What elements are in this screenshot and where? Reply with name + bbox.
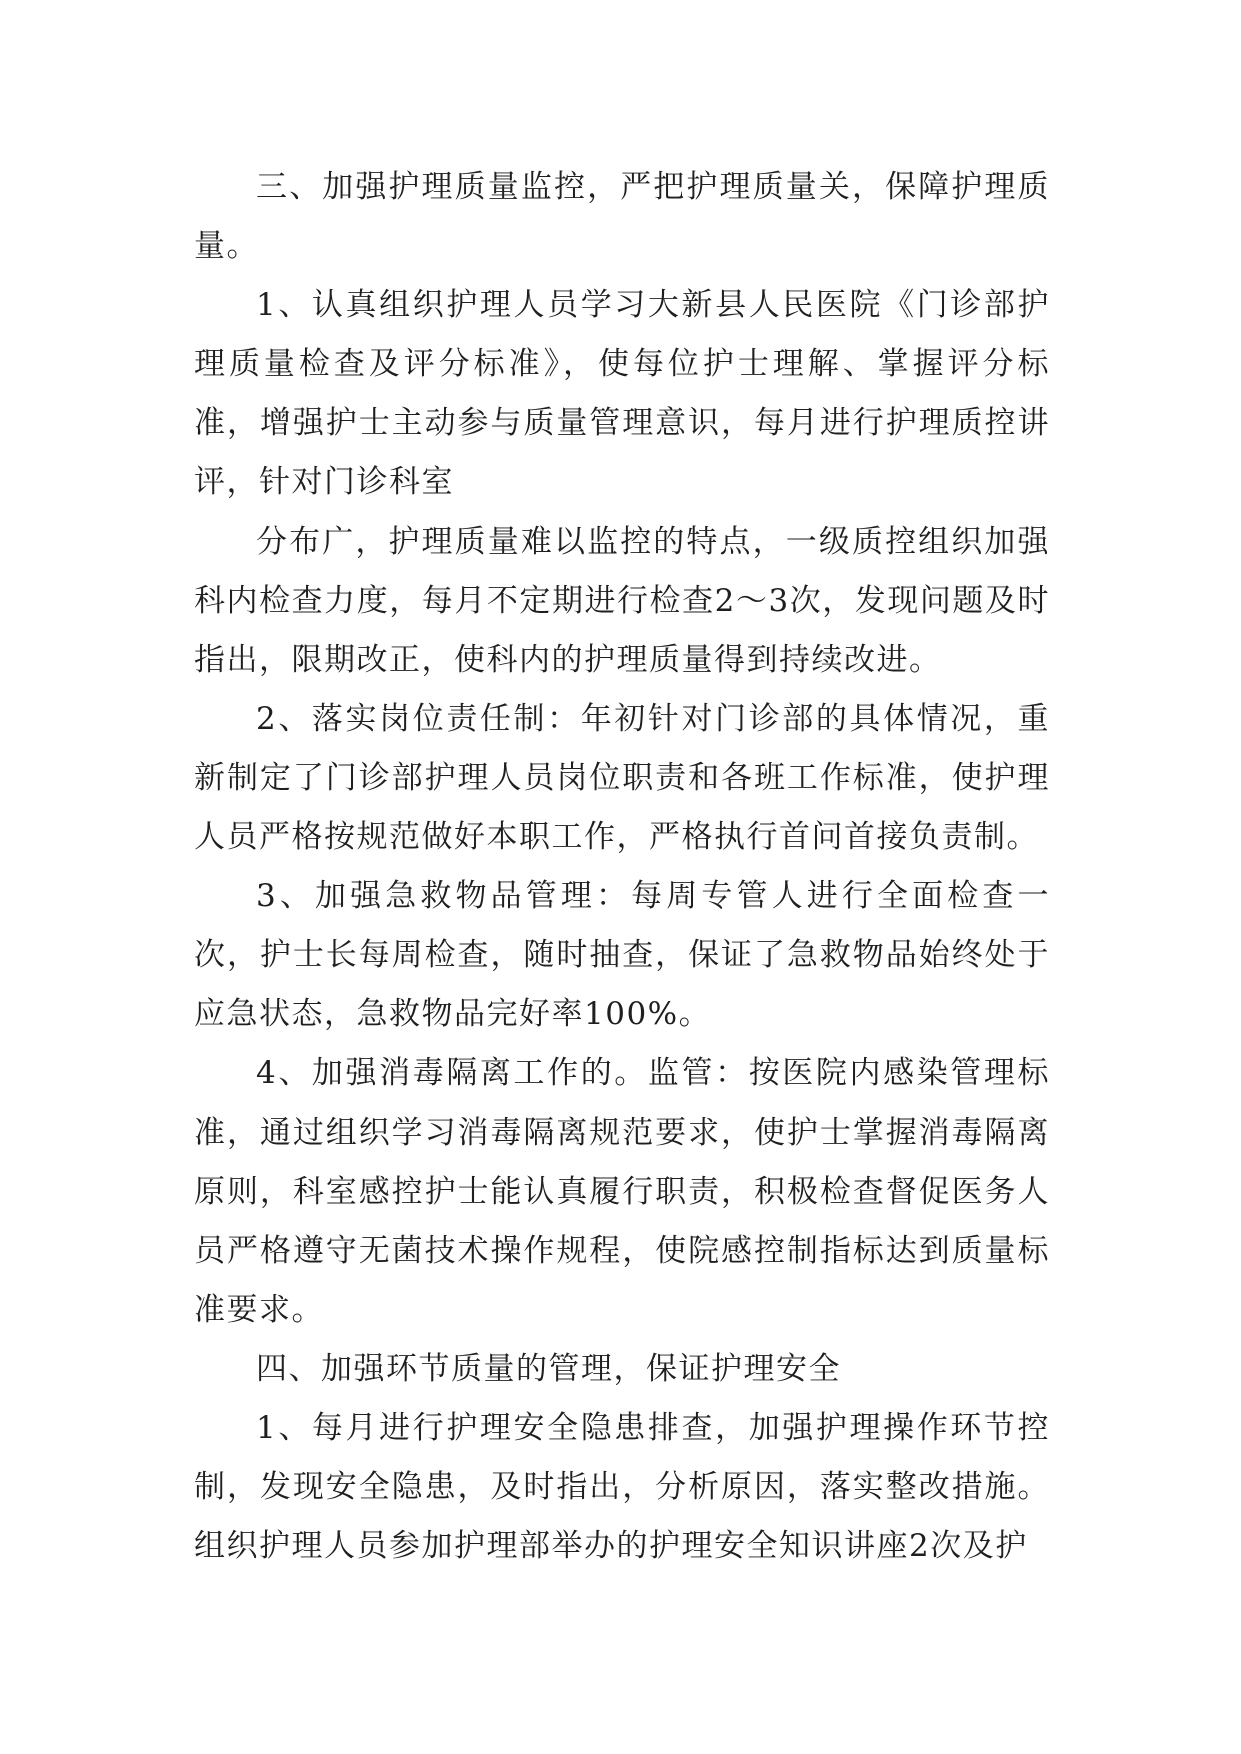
paragraph-emergency-supplies: 3、加强急救物品管理：每周专管人进行全面检查一次，护士长每周检查，随时抽查，保证了急救物品始终处于应急状态，急救物品完好率100%。 xyxy=(194,878,1050,1033)
paragraph-quality-control: 分布广，护理质量难以监控的特点，一级质控组织加强科内检查力度，每月不定期进行检查2～3次，发现问题及时指出，限期改正，使科内的护理质量得到持续改进。 xyxy=(194,523,1050,678)
document-body xyxy=(194,158,1050,1576)
paragraph-job-responsibility: 2、落实岗位责任制：年初针对门诊部的具体情况，重新制定了门诊部护理人员岗位职责和各班工作标准，使护理人员严格按规范做好本职工作，严格执行首问首接负责制。 xyxy=(194,700,1050,856)
section-heading-four: 四、加强环节质量的管理，保证护理安全 xyxy=(256,1350,841,1387)
paragraph-quality-standards: 1、认真组织护理人员学习大新县人民医院《门诊部护理质量检查及评分标准》，使每位护士理解、掌握评分标准，增强护士主动参与质量管理意识，每月进行护理质控讲评，针对门诊科室 xyxy=(194,287,1050,501)
paragraph-safety-inspection: 1、每月进行护理安全隐患排查，加强护理操作环节控制，发现安全隐患，及时指出，分析原因，落实整改措施。组织护理人员参加护理部举办的护理安全知识讲座2次及护 xyxy=(194,1409,1050,1565)
section-heading-three: 三、加强护理质量监控，严把护理质量关，保障护理质量。 xyxy=(194,169,1050,265)
paragraph-disinfection: 4、加强消毒隔离工作的。监管：按医院内感染管理标准，通过组织学习消毒隔离规范要求，使护士掌握消毒隔离原则，科室感控护士能认真履行职责，积极检查督促医务人员严格遵守无菌技术操作规程，使院感控制指标达到质量标准要求。 xyxy=(194,1055,1050,1328)
